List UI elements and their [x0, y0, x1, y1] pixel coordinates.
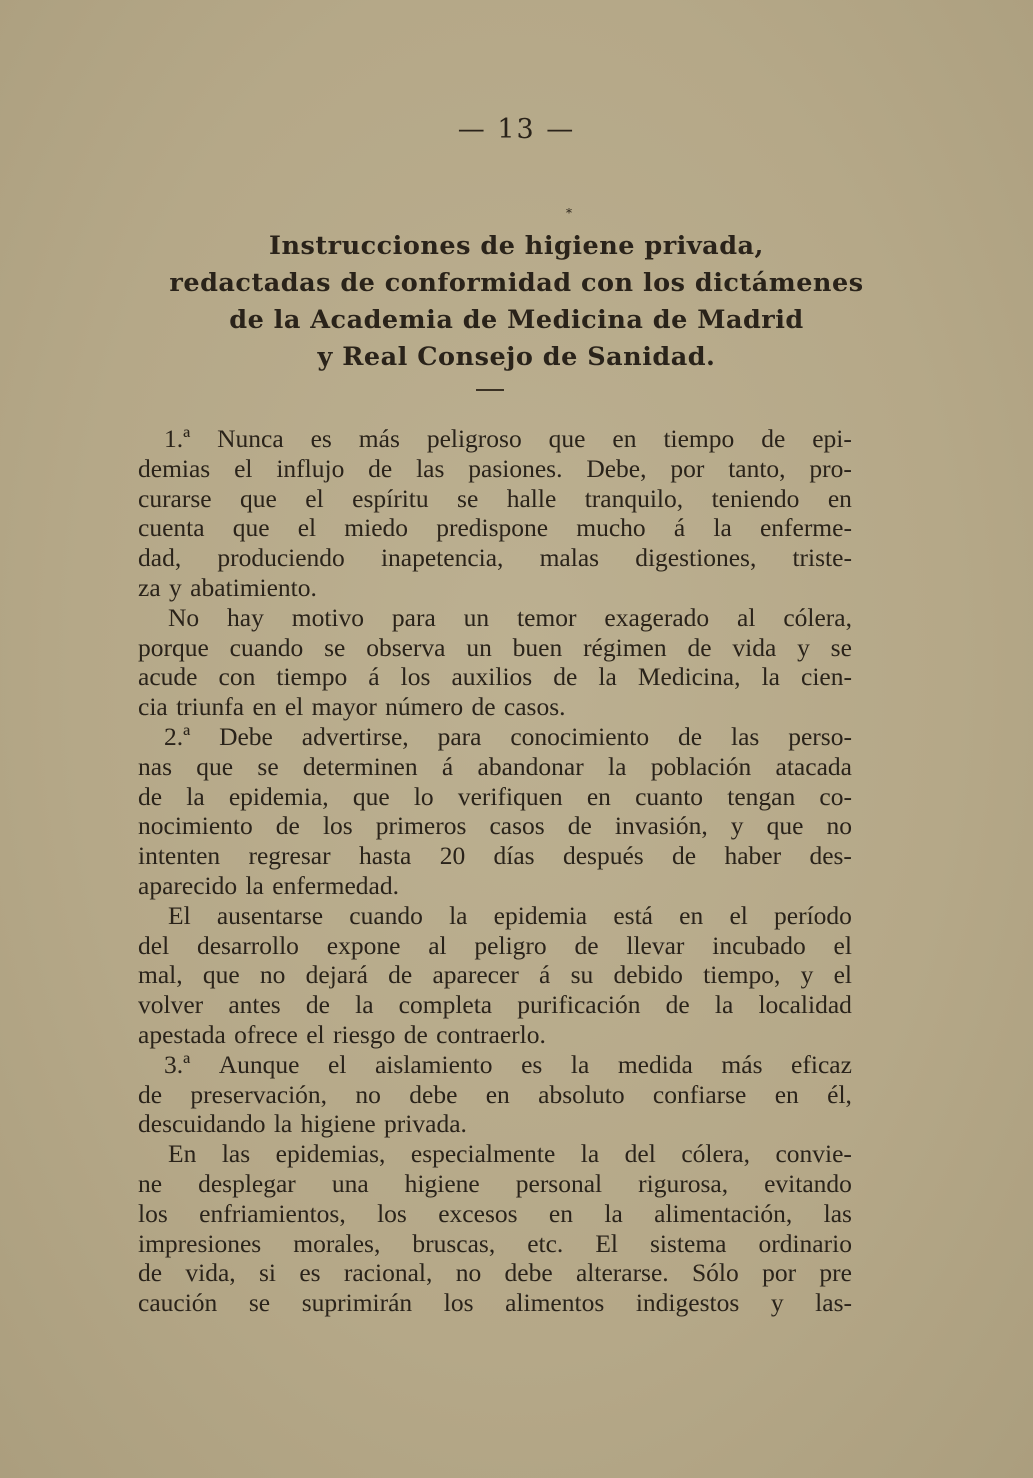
word: después — [562, 841, 644, 871]
title-line: redactadas de conformidad con los dictámenes — [169, 268, 864, 298]
word: tengan — [727, 781, 796, 811]
word: la — [580, 1139, 600, 1169]
word: debe — [409, 1079, 458, 1109]
text-line — [138, 1050, 852, 1080]
word: si — [258, 1258, 276, 1288]
word: peligroso — [426, 424, 522, 453]
word: pasiones. — [468, 453, 563, 483]
word: temor — [517, 602, 577, 632]
word: ordinario — [758, 1228, 852, 1258]
word: la — [604, 1198, 623, 1228]
word: cólera, — [783, 602, 852, 632]
text-line — [138, 901, 852, 931]
word: desarrollo — [196, 930, 299, 960]
word: á — [673, 513, 686, 543]
word: enfriamientos, — [199, 1198, 346, 1228]
word: se — [324, 632, 346, 662]
word: medida — [617, 1049, 693, 1079]
text-line: za y abatimiento. — [138, 572, 317, 602]
word: régimen — [583, 632, 667, 662]
word: localidad — [758, 990, 852, 1020]
word: haber — [724, 841, 782, 871]
word: inapetencia, — [380, 543, 504, 573]
section-title — [110, 228, 923, 376]
word: cólera, — [681, 1139, 750, 1169]
word: casos — [489, 811, 545, 841]
word: debido — [613, 960, 683, 990]
word: epidemias, — [275, 1139, 386, 1169]
word: las — [416, 453, 445, 483]
word: de — [368, 453, 393, 483]
word: por — [670, 453, 705, 483]
word: Medicina, — [637, 662, 741, 692]
word: la — [570, 1049, 590, 1079]
word: para — [437, 721, 482, 751]
word: evitando — [764, 1168, 852, 1198]
word: las — [221, 1139, 251, 1169]
title-line: Instrucciones de higiene privada, — [269, 231, 764, 261]
word: á — [441, 751, 454, 781]
word: dejará — [305, 960, 368, 990]
text-line — [138, 990, 852, 1020]
word: malas — [539, 543, 600, 573]
word: que — [766, 811, 804, 841]
word: eficaz — [791, 1049, 852, 1079]
word: cuando — [229, 632, 304, 662]
text-line — [138, 662, 852, 692]
word: cuanto — [635, 781, 704, 811]
word: su — [570, 960, 594, 990]
word: del — [624, 1139, 656, 1169]
word: él, — [827, 1079, 852, 1109]
print-mark: * — [566, 206, 572, 220]
word: se — [248, 1288, 271, 1318]
word: epi- — [812, 424, 852, 453]
word: Debe, — [586, 453, 647, 483]
text-line: aparecido la enfermedad. — [138, 870, 399, 900]
word: intenten — [138, 841, 221, 871]
word: Sólo — [692, 1258, 739, 1288]
word: es — [310, 424, 332, 453]
text-line — [138, 931, 852, 961]
word: se — [830, 632, 852, 662]
word: epidemia — [493, 900, 588, 930]
word: demias — [138, 453, 211, 483]
text-line — [138, 1229, 852, 1259]
word: un — [466, 632, 492, 662]
word: excesos — [438, 1198, 518, 1228]
text-line — [138, 1258, 852, 1288]
word: las — [823, 1198, 852, 1228]
word: verifiquen — [457, 781, 563, 811]
word: tiempo, — [703, 960, 781, 990]
word: indigestos — [635, 1288, 740, 1318]
word: en — [548, 1198, 573, 1228]
word: en — [612, 424, 637, 453]
word: mal, — [138, 960, 183, 990]
word: el — [305, 483, 324, 513]
word: racional, — [343, 1258, 433, 1288]
word: Debe — [219, 721, 273, 751]
word: pro- — [809, 453, 852, 483]
word: desplegar — [198, 1168, 296, 1198]
text-line — [138, 841, 852, 871]
word: nocimiento — [138, 811, 253, 841]
word: alimentación, — [654, 1198, 793, 1228]
word: conocimiento — [510, 721, 650, 751]
title-line: y Real Consejo de Sanidad. — [317, 342, 716, 372]
text-line — [138, 752, 852, 782]
word: No — [168, 602, 200, 632]
word: la — [608, 751, 627, 781]
word: enferme- — [759, 513, 852, 543]
word: de — [388, 960, 413, 990]
word: las- — [815, 1288, 852, 1318]
word: Aunque — [218, 1049, 300, 1079]
word: la — [714, 990, 734, 1020]
text-line — [138, 484, 852, 514]
word: para — [391, 602, 436, 632]
word: de — [672, 841, 697, 871]
text-line — [138, 1080, 852, 1110]
word: convie- — [775, 1139, 852, 1169]
body-text — [138, 424, 852, 1318]
word: bruscas, — [412, 1228, 496, 1258]
word: no — [355, 1079, 381, 1109]
word: al — [428, 930, 447, 960]
word: primeros — [375, 811, 467, 841]
word: alterarse. — [575, 1258, 669, 1288]
word: nas — [138, 751, 172, 781]
text-line — [138, 543, 852, 573]
text-line — [138, 1199, 852, 1229]
word: de — [138, 781, 163, 811]
word: en — [679, 900, 704, 930]
word: personal — [515, 1168, 603, 1198]
word: especialmente — [410, 1139, 556, 1169]
word: Nunca — [217, 424, 284, 453]
word: des- — [809, 841, 852, 871]
word: aislamiento — [374, 1049, 493, 1079]
word: expone — [326, 930, 401, 960]
text-line — [138, 1169, 852, 1199]
word: volver — [138, 990, 204, 1020]
word: higiene — [404, 1168, 480, 1198]
word: la — [449, 900, 468, 930]
word: vida, — [185, 1258, 236, 1288]
word: y — [770, 1288, 784, 1318]
word: el — [833, 960, 852, 990]
word: por — [762, 1258, 797, 1288]
page-number: — 13 — — [457, 114, 576, 145]
word: en — [827, 483, 852, 513]
word: á — [368, 662, 380, 692]
word: 3.ª — [164, 1049, 191, 1079]
word: que — [196, 751, 234, 781]
word: de — [678, 721, 703, 751]
word: población — [650, 751, 752, 781]
word: de — [665, 990, 690, 1020]
word: es — [521, 1049, 543, 1079]
word: En — [168, 1139, 197, 1169]
word: motivo — [291, 602, 365, 632]
word: las — [731, 721, 760, 751]
word: al — [737, 602, 756, 632]
word: exagerado — [604, 602, 710, 632]
text-line — [138, 513, 852, 543]
word: los — [443, 1288, 474, 1318]
word: tanto, — [728, 453, 786, 483]
word: caución — [138, 1288, 218, 1318]
word: morales, — [293, 1228, 381, 1258]
word: el — [729, 900, 748, 930]
word: El — [595, 1228, 618, 1258]
text-line — [138, 454, 852, 484]
word: la — [761, 662, 780, 692]
word: 20 — [439, 841, 466, 871]
word: más — [721, 1049, 763, 1079]
word: purificación — [517, 990, 641, 1020]
word: de — [138, 1258, 163, 1288]
word: auxilios — [451, 662, 533, 692]
word: en — [485, 1079, 510, 1109]
word: y — [797, 632, 810, 662]
text-line — [138, 603, 852, 633]
word: en — [774, 1079, 799, 1109]
word: cien- — [801, 662, 852, 692]
word: tiempo — [663, 424, 735, 453]
word: lo — [413, 781, 434, 811]
word: la — [355, 990, 374, 1020]
word: ne — [138, 1168, 163, 1198]
text-line — [138, 811, 852, 841]
word: debe — [504, 1258, 553, 1288]
word: buen — [512, 632, 563, 662]
word: el — [833, 930, 852, 960]
word: co- — [819, 781, 852, 811]
word: los — [138, 1198, 168, 1228]
title-divider — [476, 389, 504, 391]
word: abandonar — [477, 751, 584, 781]
word: suprimirán — [301, 1288, 413, 1318]
word: 1.ª — [164, 424, 191, 453]
word: de — [574, 930, 599, 960]
word: etc. — [527, 1228, 564, 1258]
word: aparecer — [432, 960, 519, 990]
text-line: descuidando la higiene privada. — [138, 1109, 467, 1139]
word: que — [240, 483, 277, 513]
word: miedo — [344, 513, 409, 543]
word: en — [586, 781, 611, 811]
word: acude — [138, 662, 198, 692]
word: tranquilo, — [584, 483, 684, 513]
word: epidemia, — [228, 781, 329, 811]
word: rigurosa, — [638, 1168, 729, 1198]
word: y — [730, 811, 744, 841]
word: los — [400, 662, 431, 692]
word: la — [598, 662, 617, 692]
word: cuando — [349, 900, 423, 930]
word: hay — [227, 602, 264, 632]
word: se — [257, 751, 279, 781]
text-line — [138, 1139, 852, 1169]
word: cuenta — [138, 513, 205, 543]
word: de — [553, 662, 578, 692]
word: una — [331, 1168, 369, 1198]
word: es — [299, 1258, 321, 1288]
word: El — [168, 900, 191, 930]
word: del — [138, 930, 170, 960]
word: teniendo — [711, 483, 800, 513]
word: de — [138, 1079, 163, 1109]
word: produciendo — [217, 543, 345, 573]
word: más — [358, 424, 400, 453]
word: con — [218, 662, 256, 692]
word: dad, — [138, 543, 182, 573]
text-line — [138, 722, 852, 752]
word: sistema — [649, 1228, 727, 1258]
word: el — [297, 513, 317, 543]
word: días — [493, 841, 535, 871]
word: completa — [398, 990, 493, 1020]
word: alimentos — [505, 1288, 605, 1318]
word: tiempo — [276, 662, 348, 692]
word: no — [259, 960, 286, 990]
text-line: cia triunfa en el mayor número de casos. — [138, 692, 566, 722]
text-line — [138, 424, 852, 454]
title-line: de la Academia de Medicina de Madrid — [229, 305, 804, 335]
word: período — [774, 900, 852, 930]
text-line — [138, 782, 852, 812]
word: se — [457, 483, 479, 513]
word: la — [186, 781, 205, 811]
word: vida — [732, 632, 777, 662]
word: que — [548, 424, 586, 453]
word: antes — [228, 990, 281, 1020]
text-line — [138, 960, 852, 990]
word: peligro — [474, 930, 547, 960]
word: de — [761, 424, 786, 453]
word: curarse — [138, 483, 212, 513]
word: que — [352, 781, 390, 811]
word: la — [713, 513, 732, 543]
text-line — [138, 633, 852, 663]
word: digestiones, — [635, 543, 757, 573]
word: halle — [506, 483, 557, 513]
word: no — [455, 1258, 482, 1288]
word: no — [826, 811, 852, 841]
word: llevar — [626, 930, 685, 960]
word: los — [322, 811, 353, 841]
word: de — [275, 811, 300, 841]
word: y — [800, 960, 814, 990]
word: porque — [138, 632, 209, 662]
word: influjo — [276, 453, 345, 483]
word: que — [232, 513, 270, 543]
word: invasión, — [614, 811, 708, 841]
word: hasta — [358, 841, 412, 871]
word: el — [328, 1049, 347, 1079]
word: absoluto — [538, 1079, 625, 1109]
word: de — [687, 632, 712, 662]
word: el — [234, 453, 253, 483]
word: ausentarse — [216, 900, 324, 930]
word: triste- — [792, 543, 852, 573]
word: advertirse, — [301, 721, 409, 751]
word: 2.ª — [164, 721, 191, 751]
word: determinen — [302, 751, 418, 781]
word: observa — [366, 632, 446, 662]
text-line — [138, 1288, 852, 1318]
word: impresiones — [138, 1228, 262, 1258]
word: preservación, — [190, 1079, 328, 1109]
text-line: apestada ofrece el riesgo de contraerlo. — [138, 1019, 546, 1049]
word: pre — [819, 1258, 852, 1288]
word: un — [463, 602, 490, 632]
word: confiarse — [652, 1079, 747, 1109]
word: perso- — [788, 721, 852, 751]
word: regresar — [248, 841, 331, 871]
word: de — [567, 811, 592, 841]
word: está — [613, 900, 653, 930]
word: predispone — [436, 513, 549, 543]
word: los — [377, 1198, 407, 1228]
word: que — [202, 960, 240, 990]
word: incubado — [712, 930, 806, 960]
word: mucho — [576, 513, 646, 543]
word: espíritu — [352, 483, 429, 513]
word: atacada — [775, 751, 852, 781]
word: de — [305, 990, 330, 1020]
word: á — [539, 960, 551, 990]
